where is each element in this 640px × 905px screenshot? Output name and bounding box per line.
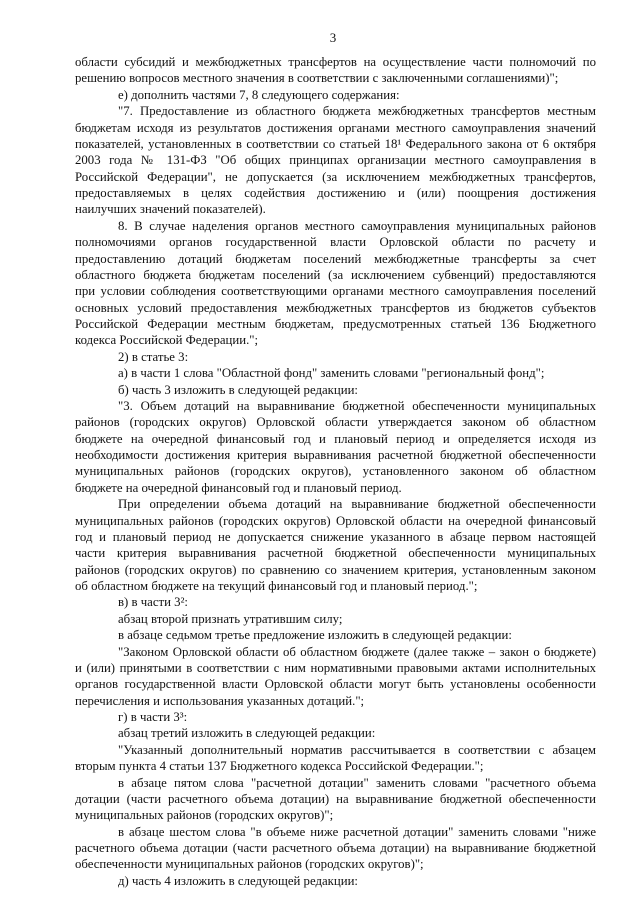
text-line: предоставляемых в целях содействия достижению и (или) поощрения достижения xyxy=(75,186,596,200)
text-line: вторым пункта 4 статьи 137 Бюджетного кодекса Российской Федерации."; xyxy=(75,759,484,774)
text-line: 8. В случае наделения органов местного самоуправления муниципальных районов xyxy=(118,218,596,233)
text-line: д) часть 4 изложить в следующей редакции: xyxy=(118,873,358,888)
text-line: предоставлению дотаций бюджетам поселений межбюджетные трансферты за счет xyxy=(75,251,596,266)
text-line: бюджете на очередной финансовый год и плановый период и определяется исходя из xyxy=(75,431,596,446)
text-line: показателей, установленных в соответствии со статьей 18¹ Федерального закона от 6 октября xyxy=(75,136,596,151)
text-line: е) дополнить частями 7, 8 следующего содержания: xyxy=(118,87,400,102)
text-line: муниципальных районов (городских округов) Орловской области на очередной финансовый xyxy=(75,513,596,528)
text-line: кодекса Российской Федерации."; xyxy=(75,333,259,348)
text-line: бюджетам исходя из результатов достижения органами местного самоуправления значений xyxy=(75,120,596,135)
text-line: обеспеченности муниципальных районов (городских округов)"; xyxy=(75,857,424,872)
text-line: областного бюджета бюджетам поселений (за исключением субвенций) предоставляются xyxy=(75,267,596,282)
text-line: районов (городских округов) Орловской области утверждается законом об областном xyxy=(75,415,596,430)
paragraph xyxy=(75,398,596,496)
text-line: в абзаце седьмом третье предложение изложить в следующей редакции: xyxy=(118,628,512,643)
page-number: 3 xyxy=(329,30,337,45)
text-line: При определении объема дотаций на выравнивание бюджетной обеспеченности xyxy=(118,497,596,512)
text-line: наилучших значений показателей). xyxy=(75,202,266,217)
paragraph xyxy=(75,725,596,741)
paragraph xyxy=(75,218,596,349)
text-line: решению вопросов местного значения в соответствии с заключенными соглашениями)"; xyxy=(75,71,559,86)
paragraph xyxy=(75,594,596,610)
paragraph xyxy=(75,709,596,725)
text-line: перечисления и использования указанных дотаций."; xyxy=(75,693,365,708)
paragraph xyxy=(75,742,596,775)
text-line: части критерия выравнивания расчетной бюджетной обеспеченности муниципальных xyxy=(75,546,596,561)
text-line: Российской Федерации", не допускается (за исключением межбюджетных трансфертов, xyxy=(75,169,596,184)
text-line: г) в части 3³: xyxy=(118,710,188,724)
text-line: муниципальных районов (городских округов)"; xyxy=(75,808,334,823)
text-line: "3. Объем дотаций на выравнивание бюджетной обеспеченности муниципальных xyxy=(118,398,596,413)
paragraph xyxy=(75,644,596,710)
text-line: "Законом Орловской области об областном бюджете (далее также – закон о бюджете) xyxy=(118,644,596,659)
paragraph xyxy=(75,365,596,381)
text-line: 2003 года № 131-ФЗ "Об общих принципах организации местного самоуправления в xyxy=(75,153,596,168)
text-line: в) в части 3²: xyxy=(118,595,188,610)
text-line: полномочиями органов государственной власти Орловской области по расчету и xyxy=(75,235,596,250)
text-line: муниципальных районов (городских округов), установленного законом об областном xyxy=(75,464,596,479)
paragraph xyxy=(75,103,596,218)
text-line: области субсидий и межбюджетных трансфертов на осуществление части полномочий по xyxy=(75,55,596,69)
paragraph xyxy=(75,54,596,87)
text-line: необходимости достижения критерия выравнивания расчетной бюджетной обеспеченности xyxy=(75,448,596,462)
text-line: органов государственной власти Орловской области могут быть установлены особенности xyxy=(75,677,596,692)
paragraph xyxy=(75,87,596,103)
paragraph xyxy=(75,611,596,627)
text-line: дотации (части расчетного объема дотации) на выравнивание бюджетной обеспеченности xyxy=(75,791,596,806)
text-line: в абзаце шестом слова "в объеме ниже расчетной дотации" заменить словами "ниже xyxy=(118,824,596,839)
text-line: а) в части 1 слова "Областной фонд" заменить словами "региональный фонд"; xyxy=(118,366,545,381)
paragraph xyxy=(75,775,596,824)
text-line: бюджете на очередной финансовый год и плановый период. xyxy=(75,480,402,495)
text-line: районов (городских округов) по сравнению со значением критерия, установленным законом xyxy=(75,562,596,577)
text-line: и (или) принятыми в соответствии с ним нормативными правовыми актами исполнительных xyxy=(75,660,596,675)
text-line: 2) в статье 3: xyxy=(118,349,189,364)
text-line: "Указанный дополнительный норматив рассчитывается в соответствии с абзацем xyxy=(118,742,596,757)
paragraph xyxy=(75,496,596,594)
text-line: об областном бюджете на текущий финансовый год и плановый период."; xyxy=(75,579,478,593)
text-line: год и плановый период не допускается снижение указанного в абзаце первом настоящей xyxy=(75,529,596,544)
paragraph xyxy=(75,349,596,365)
text-line: "7. Предоставление из областного бюджета межбюджетных трансфертов местным xyxy=(118,104,596,119)
text-line: б) часть 3 изложить в следующей редакции: xyxy=(118,382,358,397)
text-line: абзац второй признать утратившим силу; xyxy=(118,611,343,626)
text-line: абзац третий изложить в следующей редакции: xyxy=(118,726,376,741)
text-line: при условии соблюдения соответствующими органами местного самоуправления поселений xyxy=(75,284,596,299)
text-line: расчетного объема дотации (части расчетного объема дотации) на выравнивание бюджетной xyxy=(75,841,596,855)
text-line: основных условий предоставления межбюджетных трансфертов из бюджетов субъектов xyxy=(75,300,596,315)
paragraph xyxy=(75,824,596,873)
text-line: Российской Федерации местным бюджетам, предусмотренных статьей 136 Бюджетного xyxy=(75,317,596,331)
paragraph xyxy=(75,627,596,643)
paragraph xyxy=(75,382,596,398)
text-line: в абзаце пятом слова "расчетной дотации" заменить словами "расчетного объема xyxy=(118,775,596,790)
paragraph xyxy=(75,873,596,889)
document-body xyxy=(75,54,596,889)
